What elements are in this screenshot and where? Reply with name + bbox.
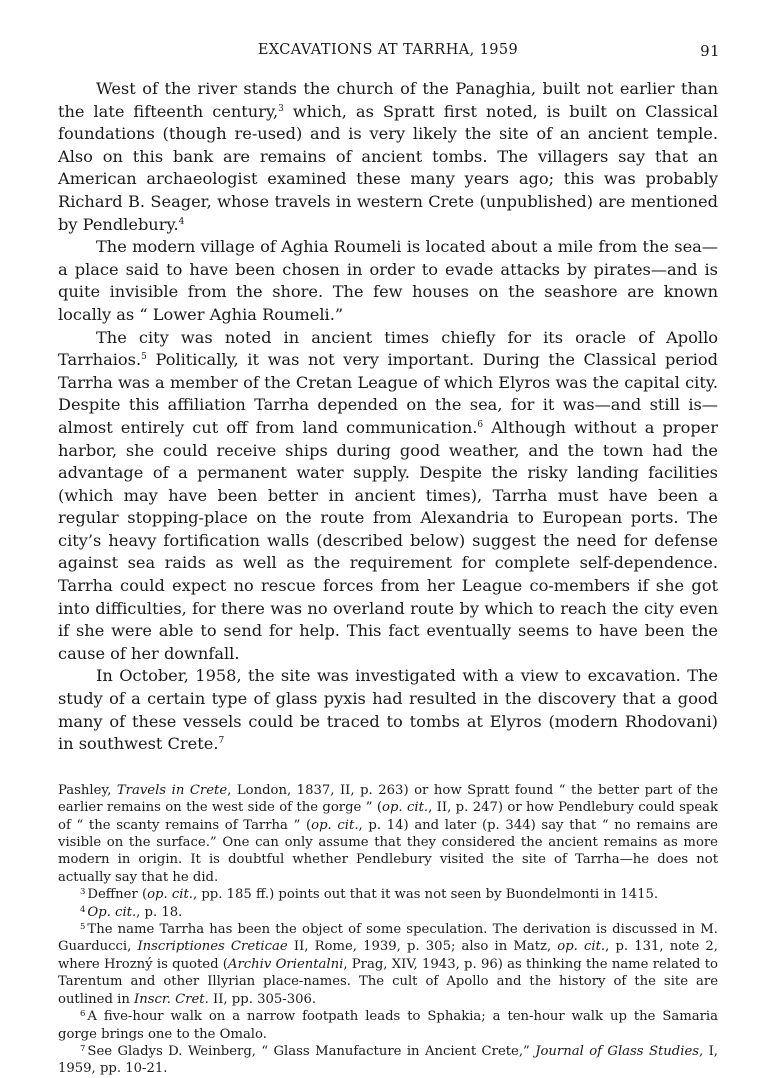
page — [58, 36, 718, 1078]
footnote-3: $^3$ Deffner (op. cit., pp. 185 ff.) points out that it was not seen by Buondelmonti in 1415. — [80, 887, 659, 903]
body-text — [58, 78, 718, 756]
running-title: EXCAVATIONS AT TARRHA, 1959 — [257, 42, 519, 58]
footnote-4: $^4$ Op. cit., p. 18. — [80, 904, 183, 920]
footnote-5: $^5$ The name Tarrha has been the object of some speculation. The derivation is discussed in M. Guarducci, Inscriptiones Creticae II, Rome, 1939, p. 305; also in Matz, op. cit., p. 131, note 2, where Hrozný is quoted (Archiv Orientalni, Prag, XIV, 1943, p. 96) as thinking the name related to Tarentum and other Illyrian place-names. The cult of Apollo and the history of the site are outlined in Inscr. Cret. II, pp. 305-306. — [58, 922, 718, 1007]
footnote-ref: 4 — [178, 216, 185, 227]
footnote-ref: 7 — [218, 736, 225, 747]
footnote-6: $^6$ A five-hour walk on a narrow footpath leads to Sphakia; a ten-hour walk up the Samaria gorge brings one to the Omalo. — [58, 1009, 718, 1042]
footnote-ref: 6 — [477, 419, 484, 430]
paragraph: The city was noted in ancient times chiefly for its oracle of Apollo Tarrhaios.$^5$ Politically, it was not very important. During the Classical period Tarrha was a member of the Cretan League of which Elyros was the capital city. Despite this affiliation Tarrha depended on the sea, for it was—and still is—almost entirely cut off from land communication.$^6$ Although without a proper harbor, she could receive ships during good weather, and the town had the advantage of a permanent water supply. Despite the risky landing facilities (which may have been better in ancient times), Tarrha must have been a regular stopping-place on the route from Alexandria to European ports. The city’s heavy fortification walls (described below) suggest the need for defense against sea raids as well as the requirement for complete self-dependence. Tarrha could expect no rescue forces from her League co-members if she got into difficulties, for there was no overland route by which to reach the city even if she were able to send for help. This fact eventually seems to have been the cause of her downfall. — [58, 327, 719, 663]
footnotes — [58, 782, 718, 1078]
page-number: 91 — [700, 42, 720, 60]
footnote-ref: 3 — [278, 103, 284, 114]
paragraph: West of the river stands the church of the Panaghia, built not earlier than the late fifteenth century,$^3$ which, as Spratt first noted, is built on Classical foundations (though re-used) and is very likely the site of an ancient temple. Also on this bank are remains of ancient tombs. The villagers say that an American archaeologist examined these many years ago; this was probably Richard B. Seager, whose travels in western Crete (unpublished) are mentioned by Pendlebury.$^4$ — [58, 79, 718, 234]
running-header — [58, 36, 718, 62]
footnote-ref: 5 — [141, 352, 147, 363]
paragraph: The modern village of Aghia Roumeli is located about a mile from the sea—a place said to have been chosen in order to evade attacks by pirates—and is quite invisible from the shore. The few houses on the seashore are known locally as “ Lower Aghia Roumeli.” — [58, 237, 718, 324]
footnote-continuation: Pashley, Travels in Crete, London, 1837, II, p. 263) or how Spratt found “ the better part of the earlier remains on the west side of the gorge ” (op. cit., II, p. 247) or how Pendlebury could speak of “ the scanty remains of Tarrha ” (op. cit., p. 14) and later (p. 344) say that “ no remains are visible on the surface.” One can only assume that they considered the ancient remains as more modern in origin. It is doubtful whether Pendlebury visited the site of Tarrha—he does not actually say that he did. — [58, 782, 719, 885]
paragraph: In October, 1958, the site was investigated with a view to excavation. The study of a certain type of glass pyxis had resulted in the discovery that a good many of these vessels could be traced to tombs at Elyros (modern Rhodovani) in southwest Crete.$^7$ — [58, 666, 718, 754]
footnote-7: $^7$ See Gladys D. Weinberg, “ Glass Manufacture in Ancient Crete,” Journal of Glass Studies, I, 1959, pp. 10-21. — [58, 1043, 719, 1077]
